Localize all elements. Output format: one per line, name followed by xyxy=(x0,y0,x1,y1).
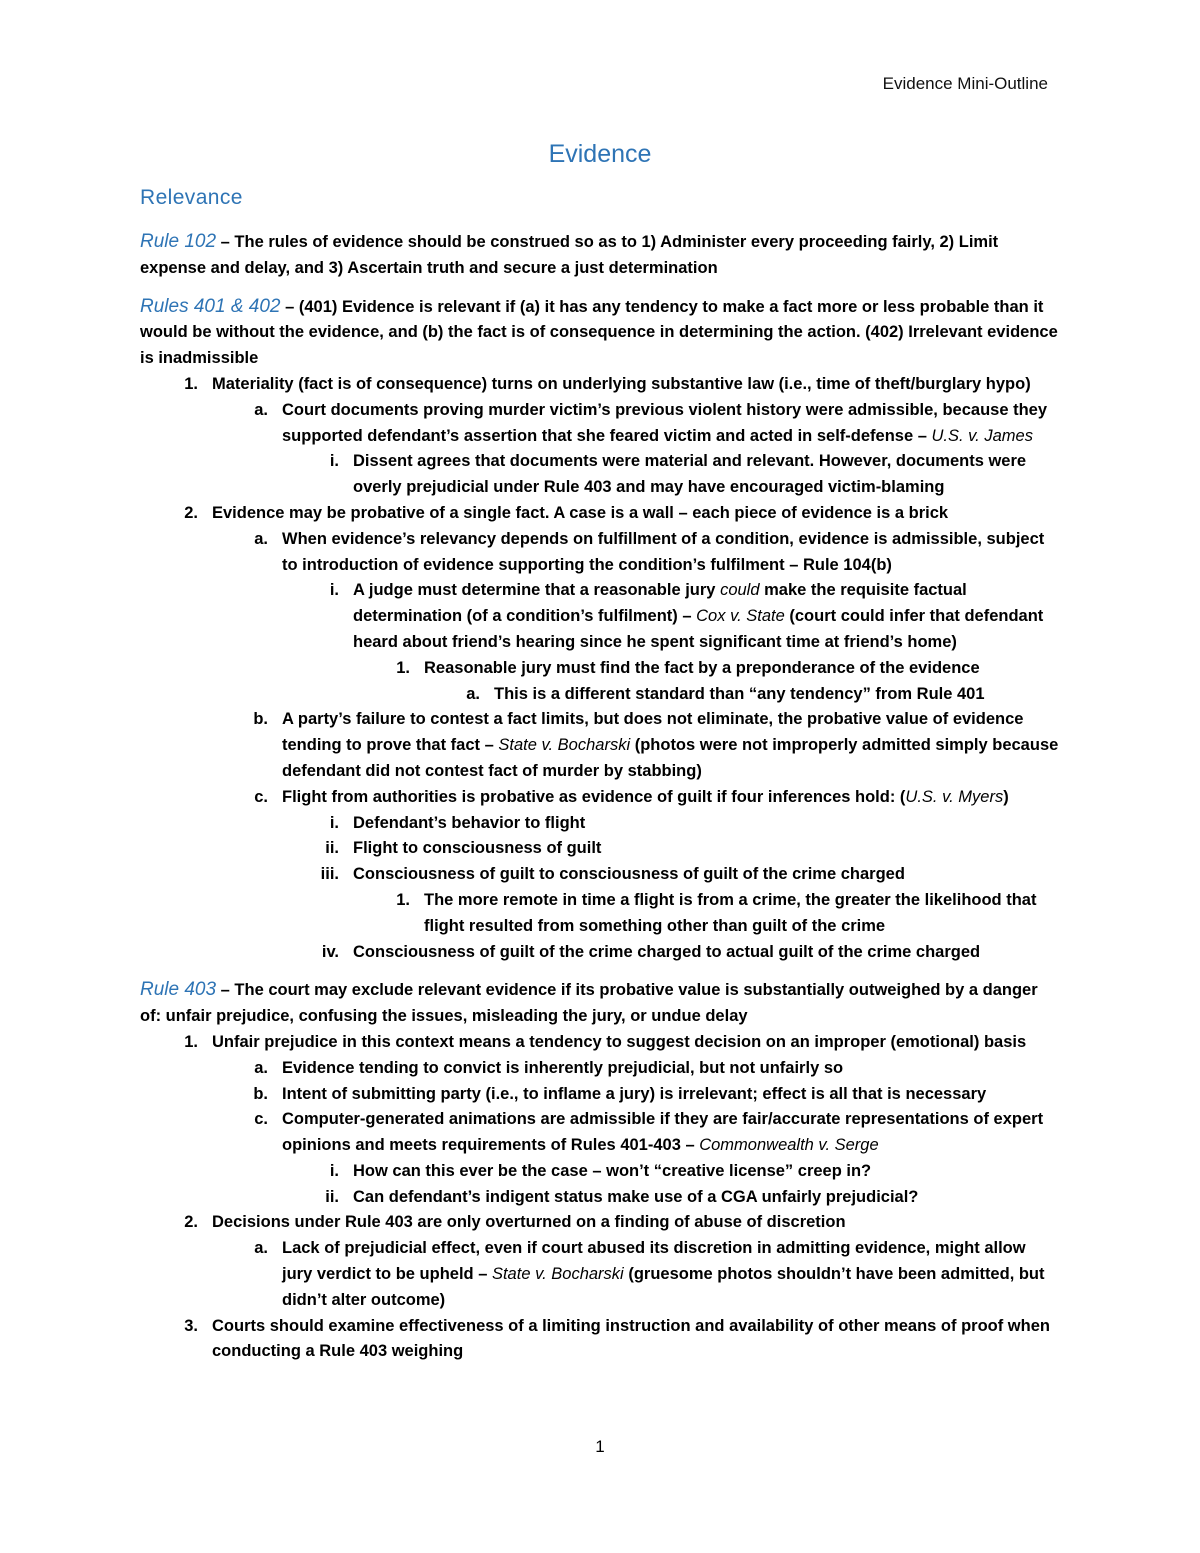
list-marker: 1. xyxy=(184,374,198,393)
list-item-text: When evidence’s relevancy depends on fulfillment of a condition, evidence is admissible, subject to introduction of evidence supporting the condition’s fulfilment – Rule 104(b) xyxy=(282,529,1045,574)
list-item-text: Flight from authorities is probative as evidence of guilt if four inferences hold: (U.S. v. Myers) xyxy=(282,787,1009,806)
list-marker: iii. xyxy=(320,865,339,884)
list-item xyxy=(140,578,1060,655)
list-item xyxy=(140,836,1060,862)
case-citation: Cox v. State xyxy=(696,607,785,626)
list-marker: c. xyxy=(254,1110,268,1129)
list-item xyxy=(140,656,1060,682)
page-number: 1 xyxy=(595,1437,605,1456)
list-marker: 1. xyxy=(396,658,410,677)
list-item xyxy=(140,1185,1060,1211)
list-marker: 1. xyxy=(184,1032,198,1051)
list-item-text: Reasonable jury must find the fact by a preponderance of the evidence xyxy=(424,658,980,677)
emphasis: could xyxy=(720,581,760,600)
list-item xyxy=(140,501,1060,527)
list-item xyxy=(140,1236,1060,1313)
list-marker: 3. xyxy=(184,1316,198,1335)
section-heading-relevance: Relevance xyxy=(140,186,243,209)
list-item xyxy=(140,1107,1060,1159)
list-item xyxy=(140,372,1060,398)
case-citation: Commonwealth v. Serge xyxy=(699,1136,879,1155)
rule-403-text: – The court may exclude relevant evidence if its probative value is substantially outweighed by a danger of: unfair prejudice, confusing the issues, misleading the jury, or undue delay xyxy=(140,981,1038,1026)
list-item xyxy=(140,449,1060,501)
list-item xyxy=(140,1159,1060,1185)
case-citation: State v. Bocharski xyxy=(498,736,631,755)
list-item-text: Dissent agrees that documents were material and relevant. However, documents were overly prejudicial under Rule 403 and may have encouraged victim-blaming xyxy=(353,452,1027,497)
list-marker: 2. xyxy=(184,1213,198,1232)
list-item-text: Flight to consciousness of guilt xyxy=(353,839,602,858)
list-marker: a. xyxy=(466,684,480,703)
document-title: Evidence xyxy=(548,140,652,168)
list-item xyxy=(140,1210,1060,1236)
list-item-text: A judge must determine that a reasonable jury could make the requisite factual determination (of a condition’s fulfilment) – Cox v. State (court could infer that defendant heard about friend’s hearing since he spent significant time at friend’s home) xyxy=(353,581,1044,651)
list-item-text: A party’s failure to contest a fact limits, but does not eliminate, the probative value of evidence tending to prove that fact – State v. Bocharski (photos were not improperly admitted simply because defendant did not contest fact of murder by stabbing) xyxy=(282,710,1059,780)
list-item-text: Consciousness of guilt of the crime charged to actual guilt of the crime charged xyxy=(353,942,981,961)
list-item-text: Courts should examine effectiveness of a limiting instruction and availability of other means of proof when conducting a Rule 403 weighing xyxy=(212,1316,1050,1361)
rule-403-heading: Rule 403 xyxy=(140,979,217,1001)
list-item-text: Intent of submitting party (i.e., to inflame a jury) is irrelevant; effect is all that is necessary xyxy=(282,1084,987,1103)
list-marker: c. xyxy=(254,787,268,806)
rules-401-402-paragraph xyxy=(140,294,1060,372)
running-header: Evidence Mini-Outline xyxy=(882,74,1048,93)
list-item-text: Materiality (fact is of consequence) turns on underlying substantive law (i.e., time of theft/burglary hypo) xyxy=(212,374,1031,393)
list-item xyxy=(140,1082,1060,1108)
list-item xyxy=(140,398,1060,450)
list-item-text: Computer-generated animations are admissible if they are fair/accurate representations of expert opinions and meets requirements of Rules 401-403 – Commonwealth v. Serge xyxy=(282,1110,1044,1155)
list-item-text: Evidence tending to convict is inherently prejudicial, but not unfairly so xyxy=(282,1058,844,1077)
list-item xyxy=(140,940,1060,966)
case-citation: U.S. v. Myers xyxy=(905,787,1004,806)
list-marker: i. xyxy=(329,1161,339,1180)
list-item-text: This is a different standard than “any tendency” from Rule 401 xyxy=(494,684,985,703)
rule-102-paragraph xyxy=(140,229,1060,282)
list-item xyxy=(140,527,1060,579)
list-item xyxy=(140,811,1060,837)
case-citation: State v. Bocharski xyxy=(491,1265,624,1284)
list-item-text: Court documents proving murder victim’s previous violent history were admissible, because they supported defendant’s assertion that she feared victim and acted in self-defense – U.S. v. James xyxy=(282,400,1048,445)
list-marker: iv. xyxy=(321,942,339,961)
list-item xyxy=(140,1314,1060,1366)
list-item-text: Defendant’s behavior to flight xyxy=(353,813,586,832)
list-marker: i. xyxy=(329,581,339,600)
list-item-text: How can this ever be the case – won’t “creative license” creep in? xyxy=(353,1161,872,1180)
list-marker: a. xyxy=(254,1239,268,1258)
list-item-text: Unfair prejudice in this context means a tendency to suggest decision on an improper (emotional) basis xyxy=(212,1032,1027,1051)
list-item-text: Consciousness of guilt to consciousness of guilt of the crime charged xyxy=(353,865,905,884)
list-marker: a. xyxy=(254,529,268,548)
list-marker: ii. xyxy=(325,839,339,858)
list-item-text: Decisions under Rule 403 are only overturned on a finding of abuse of discretion xyxy=(212,1213,846,1232)
list-item-text: The more remote in time a flight is from a crime, the greater the likelihood that flight resulted from something other than guilt of the crime xyxy=(424,890,1037,935)
list-item-text: Can defendant’s indigent status make use of a CGA unfairly prejudicial? xyxy=(353,1187,919,1206)
list-item xyxy=(140,1056,1060,1082)
rule-102-text: – The rules of evidence should be construed so as to 1) Administer every proceeding fairly, 2) Limit expense and delay, and 3) Ascertain truth and secure a just determination xyxy=(140,233,999,277)
list-marker: i. xyxy=(329,452,339,471)
rule-403-block xyxy=(140,977,1060,1365)
list-marker: 2. xyxy=(184,503,198,522)
rules-401-402-block xyxy=(140,294,1060,966)
list-marker: ii. xyxy=(325,1187,339,1206)
list-item xyxy=(140,862,1060,888)
rules-401-402-text: – (401) Evidence is relevant if (a) it has any tendency to make a fact more or less probable than it would be without the evidence, and (b) the fact is of consequence in determining the action. (402) Irrelevant evidence is inadmissible xyxy=(140,297,1058,368)
list-marker: a. xyxy=(254,1058,268,1077)
list-item xyxy=(140,888,1060,940)
list-item-text: Evidence may be probative of a single fact. A case is a wall – each piece of evidence is a brick xyxy=(212,503,949,522)
list-marker: 1. xyxy=(396,890,410,909)
list-item xyxy=(140,682,1060,708)
list-marker: b. xyxy=(253,710,268,729)
case-citation: U.S. v. James xyxy=(931,426,1033,445)
outline-body xyxy=(140,229,1060,1377)
list-item xyxy=(140,785,1060,811)
list-marker: b. xyxy=(253,1084,268,1103)
list-marker: i. xyxy=(329,813,339,832)
list-item xyxy=(140,707,1060,784)
list-item xyxy=(140,1030,1060,1056)
rule-102-heading: Rule 102 xyxy=(140,231,217,252)
rule-403-paragraph xyxy=(140,977,1060,1030)
list-item-text: Lack of prejudicial effect, even if court abused its discretion in admitting evidence, might allow jury verdict to be upheld – State v. Bocharski (gruesome photos shouldn’t have been admitted, but didn’t alter outcome) xyxy=(282,1239,1045,1309)
list-marker: a. xyxy=(254,400,268,419)
rules-401-402-heading: Rules 401 & 402 xyxy=(140,295,281,317)
